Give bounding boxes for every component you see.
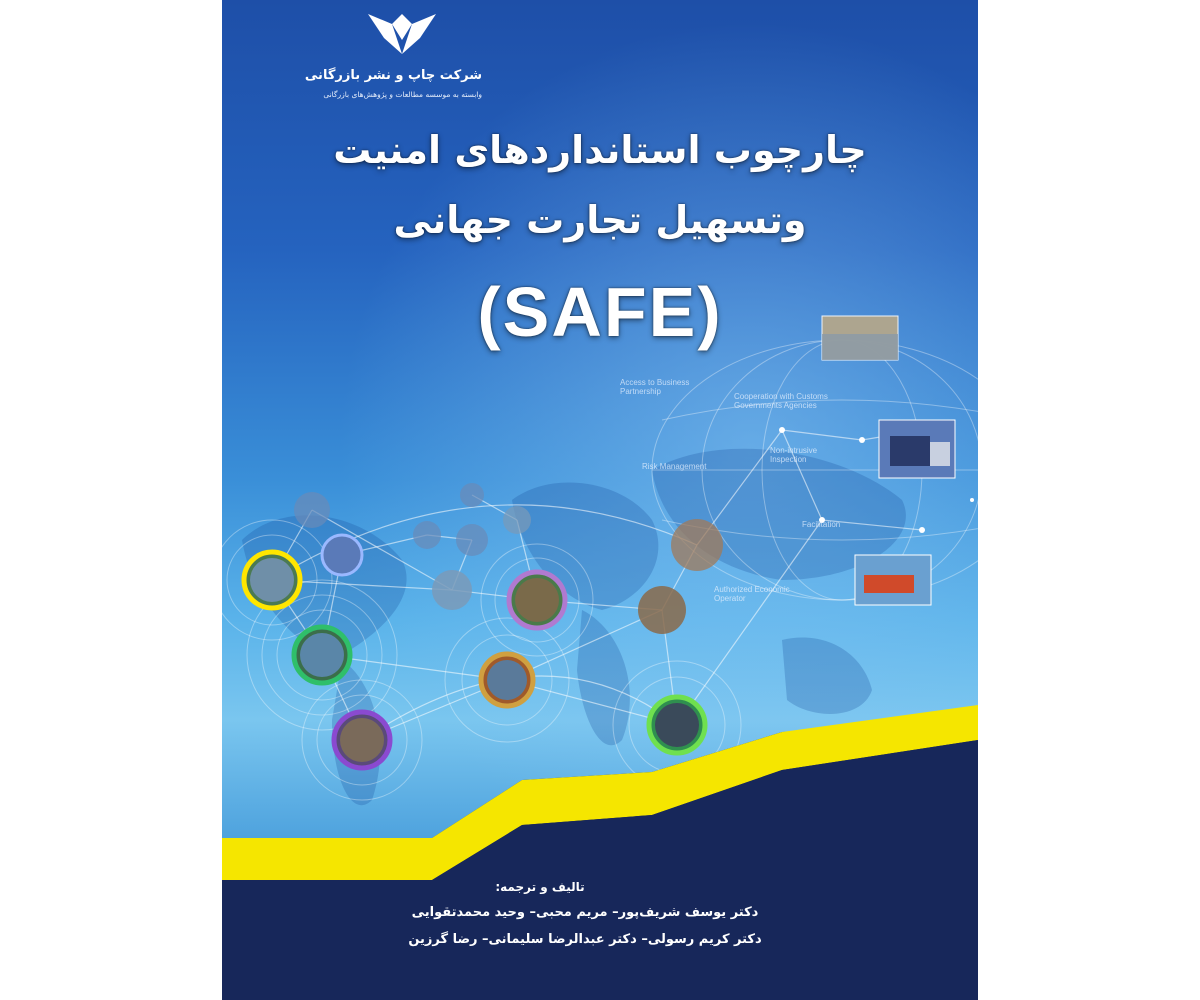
- map-label: Facilitation: [802, 520, 841, 529]
- authors-heading: تالیف و ترجمه:: [495, 880, 585, 894]
- map-label: Risk Management: [642, 462, 707, 471]
- publisher-logo: [302, 10, 482, 110]
- book-title-acronym: (SAFE): [477, 273, 723, 351]
- book-title-line-1: چارچوب استانداردهای امنیت: [333, 128, 867, 172]
- publisher-logo-icon: [362, 10, 442, 60]
- authors-line-2: دکتر کریم رسولی– دکتر عبدالرضا سلیمانی– رضا گرزین: [408, 932, 762, 947]
- publisher-name: شرکت چاپ و نشر بازرگانی: [304, 68, 482, 83]
- book-title-line-2: وتسهیل تجارت جهانی: [393, 198, 807, 242]
- map-label: Access to Business Partnership: [620, 378, 690, 396]
- map-label: Non-intrusive Inspection: [770, 446, 818, 464]
- map-label: Cooperation with Customs Governments Agencies: [734, 392, 828, 410]
- publisher-subtitle: وابسته به موسسه مطالعات و پژوهش‌های بازرگانی: [323, 90, 482, 99]
- authors-line-1: دکتر یوسف شریف‌پور– مریم محبی– وحید محمدتقوایی: [411, 905, 759, 920]
- book-cover: [222, 0, 978, 1000]
- map-label: Authorized Economic Operator: [714, 585, 790, 603]
